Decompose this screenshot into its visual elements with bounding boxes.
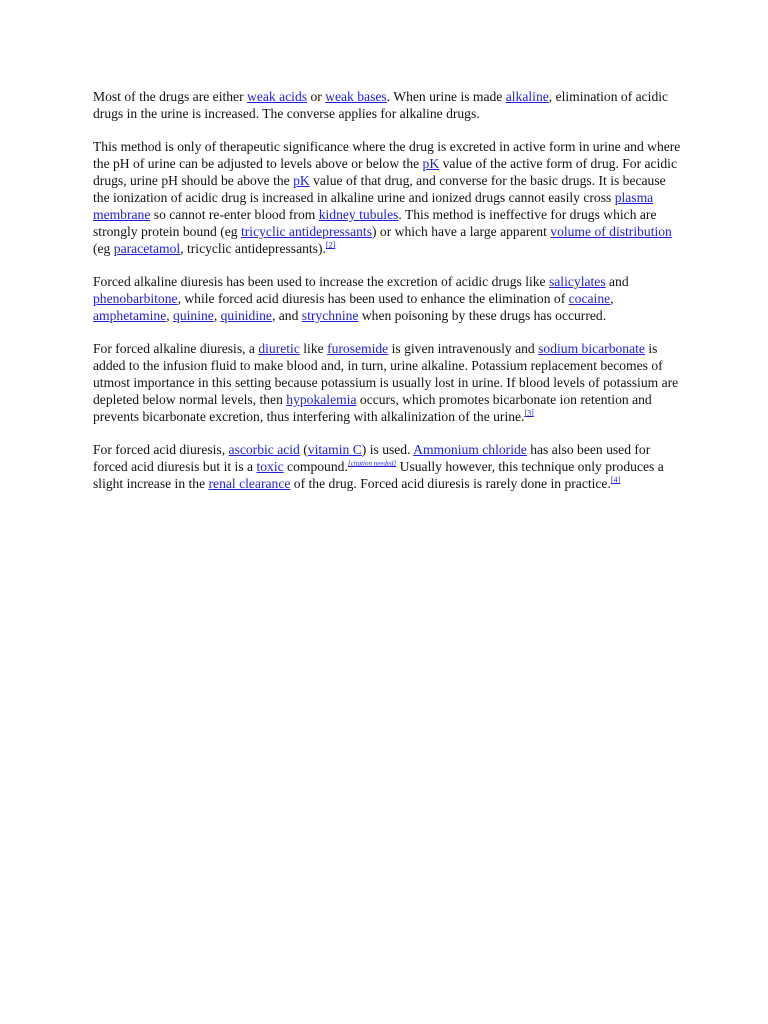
link-quinine[interactable]: quinine [173, 308, 214, 323]
link-weak-bases[interactable]: weak bases [325, 89, 387, 104]
text: This method is only of therapeutic significance where the drug is excreted in active form in urine and where the pH of urine can be adjusted to levels above or below the [93, 139, 681, 171]
citation-needed-link[interactable]: [citation needed] [347, 459, 397, 468]
link-pk[interactable]: pK [293, 173, 310, 188]
text: , tricyclic antidepressants). [180, 241, 326, 256]
link-cocaine[interactable]: cocaine [568, 291, 611, 306]
link-toxic[interactable]: toxic [256, 459, 284, 474]
paragraph-5 [93, 441, 683, 492]
link-amphetamine[interactable]: amphetamine [93, 308, 167, 323]
link-vitamin-c[interactable]: vitamin C [307, 442, 362, 457]
link-diuretic[interactable]: diuretic [258, 341, 300, 356]
paragraph-1 [93, 88, 683, 122]
paragraph-4 [93, 340, 683, 425]
text: Usually however, this technique only produces a slight increase in the [93, 459, 664, 491]
text: . When urine is made [386, 89, 506, 104]
text: occurs, which promotes bicarbonate ion retention and prevents bicarbonate excretion, thus interfering with alkalinization of the urine. [93, 392, 652, 424]
text: compound. [283, 459, 348, 474]
link-plasma-membrane[interactable]: plasma membrane [93, 190, 654, 222]
text: Most of the drugs are either [93, 89, 248, 104]
text: is added to the infusion fluid to make blood and, in turn, urine alkaline. Potassium replacement becomes of utmost importance in this setting because potassium is usually lost in urine. If blood levels of potassium are depleted below normal levels, then [93, 341, 679, 407]
text: (eg [93, 241, 114, 256]
reference-link-2[interactable]: [2] [325, 240, 336, 250]
link-ammonium-chloride[interactable]: Ammonium chloride [413, 442, 527, 457]
link-paracetamol[interactable]: paracetamol [113, 241, 181, 256]
link-volume-of-distribution[interactable]: volume of distribution [550, 224, 672, 239]
text: , [213, 308, 221, 323]
link-tricyclic-antidepressants[interactable]: tricyclic antidepressants [241, 224, 372, 239]
link-furosemide[interactable]: furosemide [327, 341, 389, 356]
text: or [307, 89, 326, 104]
reference-marker [326, 240, 335, 249]
text: value of that drug, and converse for the basic drugs. It is because the ionization of acidic drug is increased in alkaline urine and ionized drugs cannot easily cross [93, 173, 666, 205]
paragraph-3 [93, 273, 683, 324]
link-sodium-bicarbonate[interactable]: sodium bicarbonate [538, 341, 645, 356]
link-phenobarbitone[interactable]: phenobarbitone [93, 291, 178, 306]
text: is given intravenously and [388, 341, 539, 356]
text: , and [271, 308, 302, 323]
article-body [93, 88, 683, 508]
text: has also been used for forced acid diuresis but it is a [93, 442, 651, 474]
text: For forced acid diuresis, [93, 442, 229, 457]
text: so cannot re-enter blood from [150, 207, 319, 222]
text: , [610, 291, 614, 306]
reference-link-4[interactable]: [4] [610, 475, 621, 485]
text: ( [299, 442, 308, 457]
text: ) is used. [361, 442, 414, 457]
text: of the drug. Forced acid diuresis is rarely done in practice. [290, 476, 611, 491]
text: ) or which have a large apparent [371, 224, 551, 239]
link-renal-clearance[interactable]: renal clearance [208, 476, 291, 491]
text: like [299, 341, 328, 356]
link-hypokalemia[interactable]: hypokalemia [286, 392, 357, 407]
text: , elimination of acidic drugs in the urine is increased. The converse applies for alkaline drugs. [93, 89, 669, 121]
text: Forced alkaline diuresis has been used to increase the excretion of acidic drugs like [93, 274, 549, 289]
link-pk[interactable]: pK [422, 156, 440, 171]
reference-link-3[interactable]: [3] [524, 408, 534, 418]
reference-marker [611, 475, 620, 484]
text: For forced alkaline diuresis, a [93, 341, 259, 356]
text: , while forced acid diuresis has been used to enhance the elimination of [177, 291, 569, 306]
link-salicylates[interactable]: salicylates [548, 274, 606, 289]
link-alkaline[interactable]: alkaline [505, 89, 549, 104]
link-kidney-tubules[interactable]: kidney tubules [318, 207, 399, 222]
text: when poisoning by these drugs has occurred. [358, 308, 607, 323]
reference-marker [524, 408, 533, 417]
link-strychnine[interactable]: strychnine [301, 308, 359, 323]
link-quinidine[interactable]: quinidine [220, 308, 272, 323]
text: and [605, 274, 629, 289]
paragraph-2 [93, 138, 683, 257]
text: . This method is ineffective for drugs which are strongly protein bound (eg [93, 207, 657, 239]
text: , [166, 308, 174, 323]
citation-needed-marker [348, 459, 396, 467]
link-ascorbic-acid[interactable]: ascorbic acid [228, 442, 300, 457]
text: value of the active form of drug. For acidic drugs, urine pH should be above the [93, 156, 677, 188]
link-weak-acids[interactable]: weak acids [247, 89, 308, 104]
